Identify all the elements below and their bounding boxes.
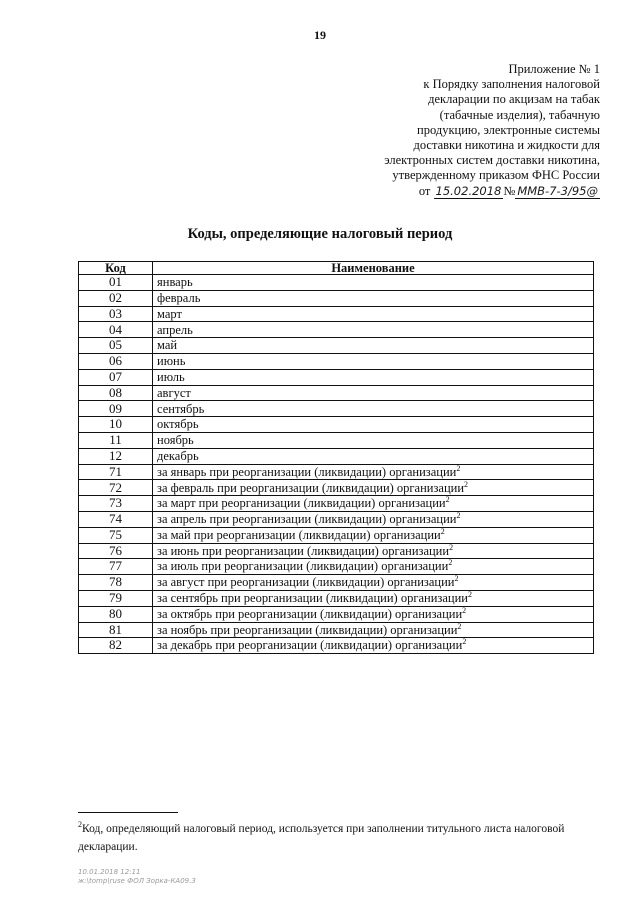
appendix-line: декларации по акцизам на табак bbox=[428, 92, 600, 107]
period-code-cell: 04 bbox=[79, 322, 153, 338]
table-header-row bbox=[79, 262, 594, 275]
table-row bbox=[79, 511, 594, 527]
period-name-cell bbox=[153, 480, 594, 496]
period-name-cell bbox=[153, 448, 594, 464]
period-code-cell: 72 bbox=[79, 480, 153, 496]
table-row bbox=[79, 353, 594, 369]
period-name-text: за сентябрь при реорганизации (ликвидации) организации bbox=[157, 591, 468, 606]
period-name-text: за май при реорганизации (ликвидации) организации bbox=[157, 527, 441, 542]
period-name-text: октябрь bbox=[157, 417, 199, 432]
footnote-reference: 2 bbox=[456, 511, 461, 521]
footnote-divider bbox=[78, 812, 178, 813]
table-row bbox=[79, 606, 594, 622]
period-name-cell bbox=[153, 511, 594, 527]
footnote-reference: 2 bbox=[445, 495, 450, 505]
period-code-cell: 71 bbox=[79, 464, 153, 480]
appendix-line: к Порядку заполнения налоговой bbox=[423, 77, 600, 92]
table-row bbox=[79, 559, 594, 575]
period-name-cell bbox=[153, 306, 594, 322]
period-code-cell: 10 bbox=[79, 417, 153, 433]
footnote-reference: 2 bbox=[457, 622, 462, 631]
period-code-cell: 74 bbox=[79, 511, 153, 527]
number-prefix: № bbox=[503, 183, 516, 198]
table-row bbox=[79, 638, 594, 654]
period-name-text: за декабрь при реорганизации (ликвидации) организации bbox=[157, 638, 463, 653]
period-name-cell bbox=[153, 322, 594, 338]
period-name-cell bbox=[153, 417, 594, 433]
period-name-text: ноябрь bbox=[157, 433, 194, 448]
table-row bbox=[79, 369, 594, 385]
period-code-cell: 05 bbox=[79, 338, 153, 354]
period-code-cell: 07 bbox=[79, 369, 153, 385]
document-title: Коды, определяющие налоговый период bbox=[187, 226, 453, 242]
table-row bbox=[79, 496, 594, 512]
period-code-cell: 79 bbox=[79, 590, 153, 606]
footnote-reference: 2 bbox=[448, 558, 453, 568]
period-name-cell bbox=[153, 543, 594, 559]
period-name-cell bbox=[153, 385, 594, 401]
appendix-line: (табачные изделия), табачную bbox=[439, 107, 600, 122]
period-code-cell: 03 bbox=[79, 306, 153, 322]
period-name-text: за апрель при реорганизации (ликвидации) организации bbox=[157, 512, 457, 527]
period-name-cell bbox=[153, 290, 594, 306]
table-row bbox=[79, 417, 594, 433]
footnote-reference: 2 bbox=[462, 637, 467, 647]
period-name-cell bbox=[153, 590, 594, 606]
period-code-cell: 73 bbox=[79, 496, 153, 512]
page-number: 19 bbox=[314, 28, 326, 42]
table-row bbox=[79, 401, 594, 417]
period-name-cell bbox=[153, 464, 594, 480]
footnote-marker: 2 bbox=[78, 820, 82, 829]
table-row bbox=[79, 338, 594, 354]
table-row bbox=[79, 590, 594, 606]
table-row bbox=[79, 464, 594, 480]
period-name-cell bbox=[153, 622, 594, 638]
period-name-text: январь bbox=[157, 275, 193, 290]
period-name-cell bbox=[153, 401, 594, 417]
period-name-cell bbox=[153, 275, 594, 291]
table-row bbox=[79, 322, 594, 338]
table-row bbox=[79, 385, 594, 401]
column-header-name: Наименование bbox=[153, 262, 594, 275]
period-code-cell: 11 bbox=[79, 432, 153, 448]
footnote-reference: 2 bbox=[454, 574, 459, 584]
period-name-cell bbox=[153, 527, 594, 543]
period-name-text: апрель bbox=[157, 322, 193, 337]
period-name-text: декабрь bbox=[157, 448, 199, 463]
stamp-line: ж:\tomp\ruse ФОЛ Зорка-КА09.3 bbox=[78, 877, 196, 885]
period-name-text: за февраль при реорганизации (ликвидации) организации bbox=[157, 480, 465, 495]
period-code-cell: 06 bbox=[79, 353, 153, 369]
period-code-cell: 09 bbox=[79, 401, 153, 417]
footnote bbox=[78, 820, 598, 856]
table-row bbox=[79, 275, 594, 291]
period-code-cell: 81 bbox=[79, 622, 153, 638]
footnote-reference: 2 bbox=[449, 543, 454, 552]
handwritten-date: 15.02.2018 bbox=[435, 183, 502, 198]
period-name-cell bbox=[153, 369, 594, 385]
appendix-line: Приложение № 1 bbox=[508, 62, 600, 76]
period-name-cell bbox=[153, 638, 594, 654]
period-code-cell: 02 bbox=[79, 290, 153, 306]
period-name-text: июль bbox=[157, 369, 185, 384]
footnote-reference: 2 bbox=[456, 464, 461, 473]
period-code-cell: 78 bbox=[79, 575, 153, 591]
table-row bbox=[79, 543, 594, 559]
table-row bbox=[79, 480, 594, 496]
period-code-cell: 75 bbox=[79, 527, 153, 543]
table-row bbox=[79, 622, 594, 638]
period-code-cell: 76 bbox=[79, 543, 153, 559]
period-name-cell bbox=[153, 606, 594, 622]
table-row bbox=[79, 290, 594, 306]
period-name-text: июнь bbox=[157, 354, 186, 369]
period-name-cell bbox=[153, 353, 594, 369]
appendix-line: продукцию, электронные системы bbox=[417, 122, 600, 137]
appendix-line: утвержденному приказом ФНС России bbox=[392, 168, 600, 183]
period-name-cell bbox=[153, 559, 594, 575]
stamp-line: 10.01.2018 12:11 bbox=[78, 868, 141, 876]
period-name-text: март bbox=[157, 306, 182, 321]
period-name-text: сентябрь bbox=[157, 401, 205, 416]
period-code-cell: 82 bbox=[79, 638, 153, 654]
handwritten-order-number: ММВ-7-3/95@ bbox=[517, 183, 598, 198]
period-codes-table bbox=[78, 261, 594, 654]
column-header-code: Код bbox=[79, 262, 153, 275]
order-date-line bbox=[340, 184, 600, 199]
period-name-text: август bbox=[157, 385, 191, 400]
appendix-block bbox=[340, 62, 600, 199]
table-row bbox=[79, 527, 594, 543]
footnote-text: Код, определяющий налоговый период, используется при заполнении титульного листа налоговой декларации. bbox=[78, 823, 565, 853]
period-code-cell: 08 bbox=[79, 385, 153, 401]
footnote-reference: 2 bbox=[464, 479, 469, 489]
period-code-cell: 77 bbox=[79, 559, 153, 575]
period-name-text: май bbox=[157, 338, 178, 353]
print-stamp bbox=[78, 868, 196, 886]
period-name-cell bbox=[153, 575, 594, 591]
period-name-text: за июль при реорганизации (ликвидации) организации bbox=[157, 559, 449, 574]
period-name-text: за октябрь при реорганизации (ликвидации) организации bbox=[157, 606, 463, 621]
period-code-cell: 12 bbox=[79, 448, 153, 464]
footnote-reference: 2 bbox=[440, 527, 445, 536]
table-row bbox=[79, 432, 594, 448]
footnote-reference: 2 bbox=[462, 606, 467, 615]
period-name-text: февраль bbox=[157, 290, 201, 305]
appendix-line: электронных систем доставки никотина, bbox=[384, 153, 600, 168]
period-name-cell bbox=[153, 338, 594, 354]
period-name-text: за июнь при реорганизации (ликвидации) организации bbox=[157, 543, 450, 558]
period-name-text: за январь при реорганизации (ликвидации) организации bbox=[157, 464, 457, 479]
date-prefix: от bbox=[418, 183, 431, 198]
period-code-cell: 01 bbox=[79, 275, 153, 291]
period-name-text: за август при реорганизации (ликвидации) организации bbox=[157, 575, 455, 590]
appendix-line: доставки никотина и жидкости для bbox=[413, 138, 600, 153]
period-code-cell: 80 bbox=[79, 606, 153, 622]
table-row bbox=[79, 306, 594, 322]
period-name-text: за март при реорганизации (ликвидации) организации bbox=[157, 496, 446, 511]
footnote-reference: 2 bbox=[467, 590, 472, 600]
table-row bbox=[79, 575, 594, 591]
period-name-text: за ноябрь при реорганизации (ликвидации) организации bbox=[157, 622, 458, 637]
period-name-cell bbox=[153, 432, 594, 448]
period-name-cell bbox=[153, 496, 594, 512]
table-row bbox=[79, 448, 594, 464]
